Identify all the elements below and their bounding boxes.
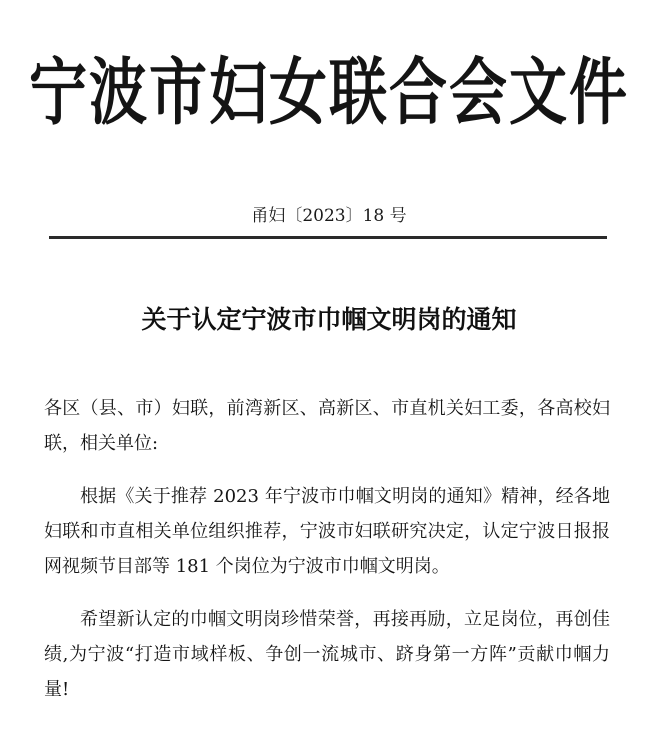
body-paragraph: 根据《关于推荐 2023 年宁波市巾帼文明岗的通知》精神，经各地妇联和市直相关单位组织推荐，宁波市妇联研究决定，认定宁波日报报网视频节目部等 181 个岗位为宁波市巾帼文明岗。 <box>44 486 610 577</box>
document-header-title: 宁波市妇女联合会文件 <box>28 50 629 135</box>
document-number: 甬妇〔2023〕18 号 <box>251 206 407 226</box>
notice-title: 关于认定宁波市巾帼文明岗的通知 <box>141 305 517 334</box>
body-paragraph: 希望新认定的巾帼文明岗珍惜荣誉，再接再励，立足岗位，再创佳绩,为宁波“打造市域样板、争创一流城市、跻身第一方阵”贡献巾帼力量! <box>44 609 610 700</box>
addressee-paragraph: 各区（县、市）妇联，前湾新区、高新区、市直机关妇工委，各高校妇联，相关单位: <box>44 398 610 454</box>
header-divider <box>49 236 607 239</box>
